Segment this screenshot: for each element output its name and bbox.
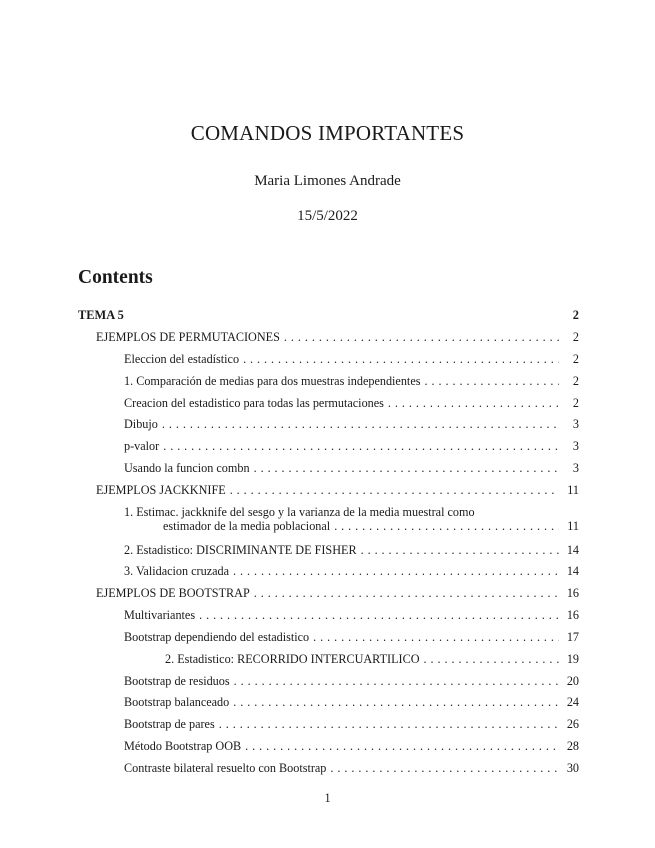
toc-entry[interactable] [124, 760, 579, 776]
document-title: COMANDOS IMPORTANTES [190, 121, 465, 145]
toc-entry-page: 14 [566, 564, 579, 578]
toc-entry-page: 11 [567, 519, 579, 533]
toc-entry-label: TEMA 5 [78, 308, 124, 322]
toc-entry[interactable] [96, 585, 579, 601]
toc-entry-label: 2. Estadistico: DISCRIMINANTE DE FISHER [124, 543, 357, 557]
toc-entry[interactable] [124, 738, 579, 754]
toc-entry[interactable] [96, 329, 579, 345]
toc-entry-page: 14 [566, 543, 579, 557]
contents-heading: Contents [78, 267, 153, 288]
document-date: 15/5/2022 [297, 208, 358, 224]
toc-entry-page: 2 [572, 374, 579, 388]
toc-entry-label: Contraste bilateral resuelto con Bootstrap [124, 761, 327, 775]
toc-entry-page: 16 [566, 586, 579, 600]
toc-entry[interactable] [124, 438, 579, 454]
toc-entry-page: 11 [567, 483, 579, 497]
toc-entry-label: EJEMPLOS DE BOOTSTRAP [96, 586, 250, 600]
toc-entry-page: 3 [572, 439, 579, 453]
toc-entry[interactable] [124, 395, 579, 411]
toc-entry[interactable] [124, 629, 579, 645]
toc-entry-label: Bootstrap de pares [124, 717, 215, 731]
toc-entry-page: 2 [572, 308, 579, 322]
toc-entry[interactable] [124, 373, 579, 389]
toc-entry[interactable] [124, 542, 579, 558]
toc-entry[interactable] [124, 694, 579, 710]
toc-entry-label: Multivariantes [124, 608, 196, 622]
toc-entry-page: 28 [566, 739, 579, 753]
toc-entry-label: 3. Validacion cruzada [124, 564, 230, 578]
toc-entry[interactable] [124, 716, 579, 732]
toc-entry-label: estimador de la media poblacional [163, 519, 331, 533]
toc-entry[interactable] [124, 351, 579, 367]
toc-entry[interactable] [124, 416, 579, 432]
toc-entry-page: 16 [566, 608, 579, 622]
toc-entry-page: 2 [572, 330, 579, 344]
toc-entry-label: Eleccion del estadístico [124, 352, 240, 366]
page-number: 1 [324, 791, 331, 805]
toc-entry-page: 17 [566, 630, 579, 644]
toc-entry-label: EJEMPLOS JACKKNIFE [96, 483, 226, 497]
toc-entry[interactable] [96, 482, 579, 498]
toc-entry-label: EJEMPLOS DE PERMUTACIONES [96, 330, 280, 344]
toc-entry-page: 26 [566, 717, 579, 731]
toc-entry-page: 3 [572, 417, 579, 431]
toc-entry-page: 20 [566, 674, 579, 688]
toc-entry-label-line1: 1. Estimac. jackknife del sesgo y la varianza de la media muestral como [124, 505, 475, 519]
toc-entry-label: Bootstrap dependiendo del estadistico [124, 630, 310, 644]
toc-entry-page: 24 [566, 695, 579, 709]
toc-entry-page: 2 [572, 352, 579, 366]
toc-entry-label: Bootstrap de residuos [124, 674, 230, 688]
toc-entry-label: 2. Estadistico: RECORRIDO INTERCUARTILICO [165, 652, 420, 666]
toc-entry[interactable] [124, 563, 579, 579]
toc-entry-label: 1. Comparación de medias para dos muestras independientes [124, 374, 421, 388]
toc-section-tema-5[interactable] [78, 307, 579, 323]
toc-entry-label: Dibujo [124, 417, 158, 431]
toc-entry-page: 3 [572, 461, 579, 475]
toc-entry-label: Creacion del estadistico para todas las permutaciones [124, 396, 384, 410]
toc-entry-page: 19 [566, 652, 579, 666]
toc-entry[interactable] [165, 651, 579, 667]
toc-entry-label: p-valor [124, 439, 160, 453]
toc-entry-label: Método Bootstrap OOB [124, 739, 242, 753]
toc-entry-label: Usando la funcion combn [124, 461, 250, 475]
document-author: Maria Limones Andrade [254, 173, 401, 189]
toc-entry[interactable] [163, 518, 579, 534]
toc-entry-page: 30 [566, 761, 579, 775]
toc-entry-page: 2 [572, 396, 579, 410]
toc-entry[interactable] [124, 607, 579, 623]
toc-entry[interactable] [124, 673, 579, 689]
toc-entry-label: Bootstrap balanceado [124, 695, 230, 709]
toc-entry[interactable] [124, 460, 579, 476]
